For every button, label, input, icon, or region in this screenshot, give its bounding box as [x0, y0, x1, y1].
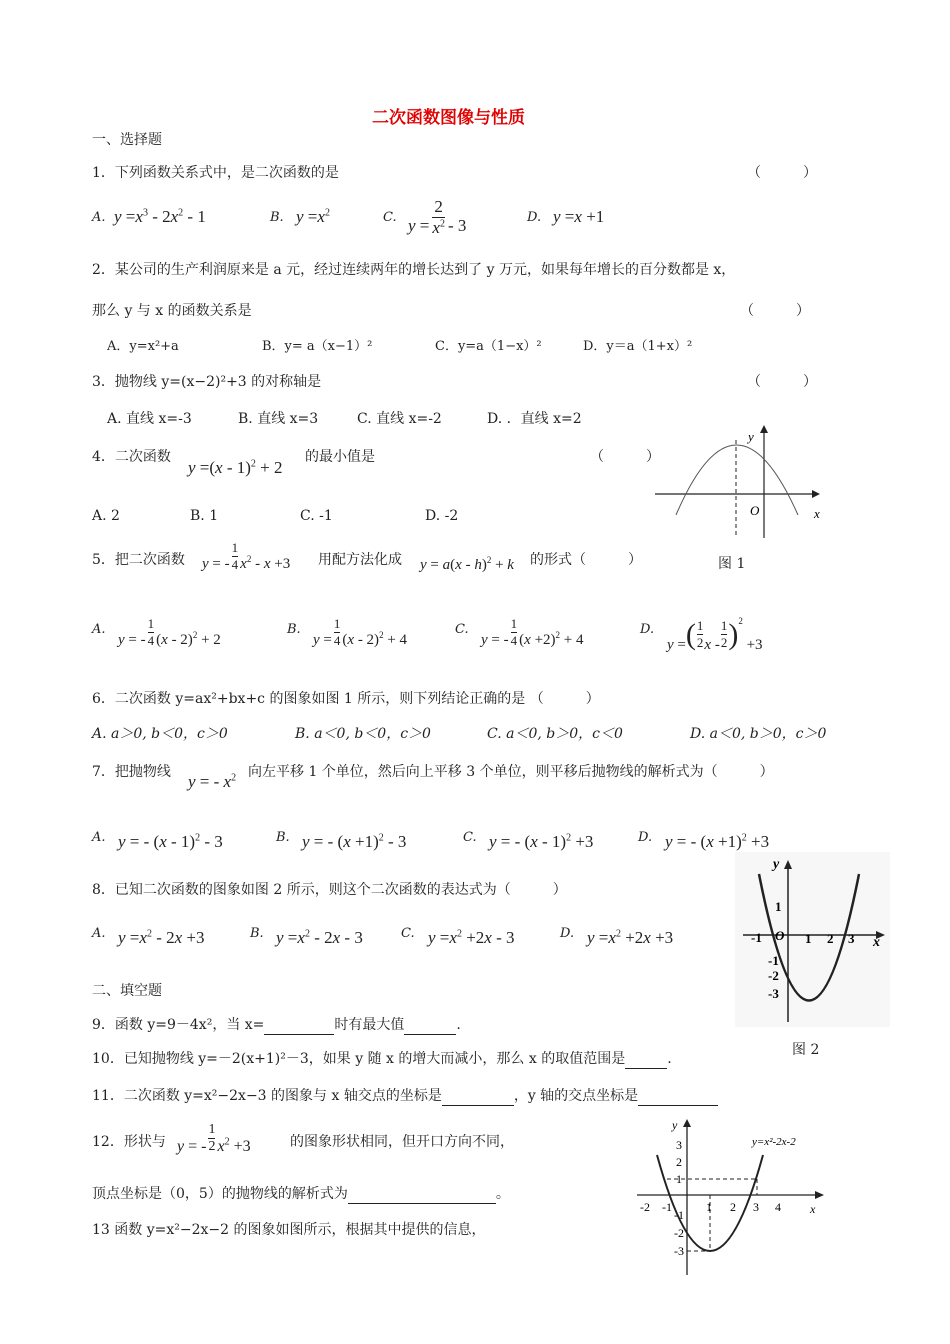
- fig2-xtick-1: 1: [805, 931, 812, 946]
- q12-line2-text: 顶点坐标是（0，5）的抛物线的解析式为: [92, 1186, 348, 1202]
- q2-option-b: B．y= a（x−1）²: [262, 339, 373, 354]
- q6-option-c: C. a＜0, b＞0，c＜0: [487, 726, 623, 742]
- q4-stem-end: 的最小值是: [305, 449, 375, 465]
- q3-answer-paren: （ ）: [747, 374, 817, 390]
- q5-option-d-formula: y =( $\frac{1}{2}$ x - $\frac{1}{2}$ )$^2$ +3: [667, 616, 763, 653]
- page-title: 二次函数图像与性质: [372, 108, 525, 128]
- q1-option-a-letter: A.: [92, 210, 106, 225]
- figure-3: [632, 1115, 832, 1280]
- q5-option-c-letter: C.: [455, 622, 469, 637]
- q4-formula: y =(x - 1)$^2$ + 2: [188, 458, 283, 477]
- q8-option-c-letter: C.: [401, 926, 415, 941]
- fig2-y-label: y: [773, 857, 780, 872]
- q7-option-a-letter: A.: [92, 830, 106, 845]
- fig2-origin-label: O: [775, 928, 785, 943]
- q8-option-a-letter: A.: [92, 926, 106, 941]
- q9-blank-x[interactable]: [264, 1018, 334, 1035]
- q5-option-d: [640, 618, 654, 637]
- q5-formula-original: y = - $\frac{1}{4}$ $x^2 - x +3$: [202, 540, 291, 572]
- q5-option-a-letter: A.: [92, 622, 106, 637]
- q7-option-c-formula: y = - (x - 1)$^2$ +3: [489, 832, 594, 851]
- q8-option-b: [250, 922, 264, 941]
- q8-option-b-letter: B.: [250, 926, 264, 941]
- section-choice-heading: 一、选择题: [92, 132, 162, 148]
- q6-option-a: A. a＞0, b＜0，c＞0: [92, 726, 228, 742]
- fig3-y-label: y: [672, 1118, 678, 1132]
- q9-line: [92, 1015, 461, 1035]
- fig1-x-label: x: [814, 506, 820, 521]
- q5-option-a: [92, 618, 106, 637]
- q2-answer-paren: （ ）: [740, 303, 810, 319]
- q8-option-d-formula: $y =x^2 +2x +3$: [587, 928, 674, 947]
- q5-option-c-formula: y = - $\frac{1}{4}$ $(x +2)^2 + 4$: [481, 616, 584, 648]
- q7-stem-end: 向左平移 1 个单位，然后向上平移 3 个单位，则平移后抛物线的解析式为（ ）: [248, 764, 774, 780]
- fig3-ytick-neg3: -3: [674, 1244, 684, 1258]
- q7-stem: 7．把抛物线: [92, 764, 171, 780]
- q7-option-d-letter: D.: [638, 830, 653, 845]
- q11-mid: ，y 轴的交点坐标是: [513, 1088, 639, 1104]
- fig3-curve-label: y=x²-2x-2: [752, 1136, 796, 1148]
- fig2-x-label: x: [873, 935, 880, 950]
- q11-line: [92, 1086, 718, 1106]
- q13-stem: 13 函数 y=x²−2x−2 的图象如图所示，根据其中提供的信息，: [92, 1222, 486, 1238]
- q2-option-d: D．y＝a（1+x）²: [583, 339, 693, 354]
- q6-option-d: D. a＜0, b＞0，c＞0: [690, 726, 827, 742]
- fig3-xtick-2: 2: [730, 1200, 736, 1214]
- q7-option-a: [92, 826, 106, 845]
- fig2-ytick-neg2: -2: [768, 968, 779, 983]
- q4-stem: 4．二次函数: [92, 449, 171, 465]
- fig2-ytick-neg3: -3: [768, 986, 779, 1001]
- q5-stem-mid: 用配方法化成: [318, 552, 402, 568]
- fig3-xtick-3: 3: [753, 1200, 759, 1214]
- q1-option-c: [383, 206, 397, 225]
- q8-option-d-letter: D.: [560, 926, 575, 941]
- q1-option-c-formula: y = $\frac{2}{x^2}$ - 3: [408, 197, 467, 237]
- q3-stem: 3．抛物线 y=(x−2)²+3 的对称轴是: [92, 374, 322, 390]
- fig3-xtick-4: 4: [775, 1200, 781, 1214]
- fig3-xtick-neg1: -1: [662, 1200, 672, 1214]
- q10-blank[interactable]: [625, 1052, 667, 1069]
- q7-option-b-formula: y = - $(x +1)^2 - 3$: [302, 832, 407, 851]
- fig3-ytick-neg2: -2: [674, 1226, 684, 1240]
- q1-option-d-letter: D.: [527, 210, 542, 225]
- fig2-xtick-neg1: -1: [751, 930, 762, 945]
- q9-mid: 时有最大值: [334, 1017, 405, 1033]
- q7-option-b-letter: B.: [276, 830, 290, 845]
- q5-option-a-formula: y = - $\frac{1}{4}$ (x - 2)$^2$ + 2: [118, 616, 221, 648]
- q5-stem-end: 的形式（ ）: [530, 552, 642, 568]
- q10-stem: 10．已知抛物线 y=－2(x+1)²－3，如果 y 随 x 的增大而减小，那么 x 的取值范围是: [92, 1051, 626, 1067]
- figure-2: [735, 852, 890, 1027]
- q9-blank-max[interactable]: [404, 1018, 456, 1035]
- q1-option-a: [92, 206, 106, 225]
- q8-option-a: [92, 922, 106, 941]
- q5-option-b-formula: y = $\frac{1}{4}$ (x - 2)$^2$ + 4: [313, 616, 408, 648]
- q3-option-c: C. 直线 x=-2: [357, 411, 442, 427]
- fig3-ytick-2: 2: [676, 1155, 682, 1169]
- q8-option-a-formula: $y =x^2 - 2x +3$: [118, 928, 205, 947]
- q8-option-c: [401, 922, 415, 941]
- q7-option-d-formula: y = - $(x +1)^2 +3$: [665, 832, 770, 851]
- q1-stem: 1．下列函数关系式中，是二次函数的是: [92, 165, 339, 181]
- q8-option-b-formula: $y =x^2 - 2x - 3$: [276, 928, 363, 947]
- fig2-ytick-neg1: -1: [768, 953, 779, 968]
- q2-stem-line1: 2．某公司的生产利润原来是 a 元，经过连续两年的增长达到了 y 万元，如果每年增长的百分数都是 x，: [92, 262, 736, 278]
- q12-stem-end: 的图象形状相同，但开口方向不同，: [290, 1134, 514, 1150]
- q10-line: [92, 1049, 672, 1069]
- fig3-ytick-neg1: -1: [674, 1208, 684, 1222]
- fig1-x-arrow: [812, 490, 820, 498]
- q5-formula-target: y = a(x - h)$^2$ + k: [420, 555, 514, 573]
- q6-option-b: B. a＜0, b＜0，c＞0: [295, 726, 431, 742]
- q1-option-d: [527, 206, 541, 225]
- q1-option-d-formula: y =x +1: [553, 207, 605, 226]
- q7-option-c-letter: C.: [463, 830, 477, 845]
- fig3-y-arrow: [683, 1119, 691, 1127]
- q7-option-d: [638, 826, 652, 845]
- q11-blank-y-intercept[interactable]: [638, 1089, 718, 1106]
- q11-blank-x-intercepts[interactable]: [442, 1089, 514, 1106]
- fig2-ytick-1: 1: [775, 899, 782, 914]
- q5-option-c: [455, 618, 469, 637]
- q4-option-c: C. -1: [300, 508, 333, 524]
- q3-option-d: D. ．直线 x=2: [487, 411, 582, 427]
- q10-end: .: [667, 1051, 672, 1067]
- q7-option-b: [276, 826, 290, 845]
- fig3-x-arrow: [815, 1191, 824, 1199]
- fig2-caption: 图 2: [792, 1042, 820, 1058]
- q12-stem: 12．形状与: [92, 1134, 166, 1150]
- q1-option-c-letter: C.: [383, 210, 397, 225]
- fig1-y-label: y: [748, 429, 754, 444]
- q2-option-c: C．y=a（1−x）²: [435, 339, 542, 354]
- q1-option-a-formula: $y =x^3 - 2x^2 - 1$: [114, 207, 206, 226]
- q5-stem: 5．把二次函数: [92, 552, 185, 568]
- q1-option-b-letter: B.: [270, 210, 284, 225]
- q3-option-a: A. 直线 x=-3: [107, 411, 192, 427]
- fig3-ytick-1: 1: [676, 1172, 682, 1186]
- q5-option-b-letter: B.: [287, 622, 301, 637]
- q6-stem: 6．二次函数 y=ax²+bx+c 的图象如图 1 所示，则下列结论正确的是 （ ）: [92, 691, 600, 707]
- q8-option-d: [560, 922, 574, 941]
- q12-line2: [92, 1184, 510, 1204]
- fig3-xtick-neg2: -2: [640, 1200, 650, 1214]
- q1-option-b-formula: $y =x^2$: [296, 207, 330, 226]
- fig1-parabola: [676, 445, 798, 515]
- q11-stem: 11．二次函数 y=x²−2x−3 的图象与 x 轴交点的坐标是: [92, 1088, 442, 1104]
- q4-option-d: D. -2: [425, 508, 459, 524]
- q1-answer-paren: （ ）: [747, 165, 817, 181]
- fig3-ytick-3: 3: [676, 1138, 682, 1152]
- fig1-origin-label: O: [750, 503, 760, 518]
- q2-option-a: A．y=x²+a: [107, 339, 179, 354]
- q8-stem: 8．已知二次函数的图象如图 2 所示，则这个二次函数的表达式为（ ）: [92, 882, 567, 898]
- q4-option-a: A. 2: [92, 508, 120, 524]
- q5-option-d-letter: D.: [640, 622, 655, 637]
- q5-option-b: [287, 618, 301, 637]
- q9-end: .: [456, 1017, 461, 1033]
- q12-line2-end: 。: [495, 1186, 510, 1202]
- fig2-xtick-3: 3: [848, 931, 855, 946]
- fig3-x-label: x: [810, 1202, 816, 1216]
- q4-option-b: B. 1: [190, 508, 219, 524]
- fig1-y-arrow: [760, 425, 768, 433]
- q8-option-c-formula: $y =x^2 +2x - 3$: [428, 928, 515, 947]
- q9-stem: 9．函数 y=9－4x²，当 x=: [92, 1017, 265, 1033]
- fig1-caption: 图 1: [718, 556, 746, 572]
- q3-option-b: B. 直线 x=3: [238, 411, 319, 427]
- fig3-xtick-1: 1: [706, 1200, 712, 1214]
- q12-formula: y = - $\frac{1}{2}$ $x^2 +3$: [177, 1122, 251, 1156]
- q7-option-a-formula: y = - (x - 1)$^2$ - 3: [118, 832, 223, 851]
- q12-blank[interactable]: [348, 1187, 496, 1204]
- q7-option-c: [463, 826, 477, 845]
- q4-answer-paren: （ ）: [590, 449, 660, 465]
- q7-formula: y = - $x^2$: [188, 772, 237, 791]
- q1-option-b: [270, 206, 284, 225]
- fig2-xtick-2: 2: [827, 931, 834, 946]
- section-fill-heading: 二、填空题: [92, 983, 162, 999]
- q2-stem-line2: 那么 y 与 x 的函数关系是: [92, 303, 252, 319]
